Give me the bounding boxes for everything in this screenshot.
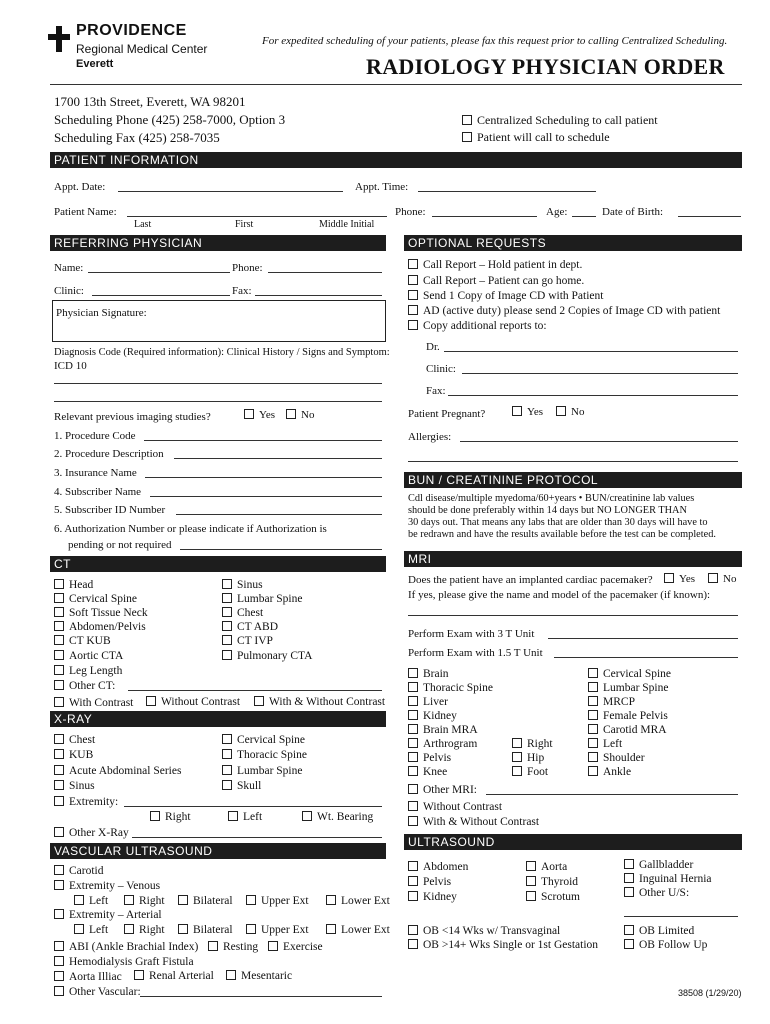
appt-time-field[interactable] — [418, 191, 596, 192]
xray-wt-bearing[interactable]: Wt. Bearing — [302, 810, 373, 824]
xray-extremity-field[interactable] — [124, 806, 382, 807]
dob-field[interactable] — [678, 216, 741, 217]
bun-line-2: should be done preferably within 14 days but NO LONGER THAN — [408, 505, 687, 516]
pacemaker-no[interactable]: No — [708, 572, 736, 586]
vasc-abi[interactable]: ABI (Ankle Brachial Index) — [54, 940, 198, 954]
checkbox[interactable] — [208, 941, 218, 951]
checkbox[interactable] — [54, 665, 64, 675]
ref-phone-label: Phone: — [232, 262, 263, 274]
xray-other-field[interactable] — [132, 837, 382, 838]
ref-name-field[interactable] — [88, 272, 230, 273]
checkbox[interactable] — [588, 710, 598, 720]
xray-item[interactable]: Lumbar Spine — [222, 764, 302, 778]
diagnosis-line-2[interactable] — [54, 401, 382, 402]
mri-item[interactable]: MRCP — [588, 695, 635, 709]
checkbox[interactable] — [408, 891, 418, 901]
mri-header: MRI — [404, 551, 742, 567]
ct-other[interactable]: Other CT: — [54, 679, 115, 693]
copy-fax-label: Fax: — [426, 385, 446, 397]
checkbox[interactable] — [268, 941, 278, 951]
vasc-carotid[interactable]: Carotid — [54, 864, 104, 878]
checkbox[interactable] — [222, 593, 232, 603]
mri-item[interactable]: Ankle — [588, 765, 631, 779]
subscriber-id-field[interactable] — [176, 514, 382, 515]
optional-item[interactable]: AD (active duty) please send 2 Copies of Image CD with patient — [408, 304, 720, 318]
checkbox[interactable] — [588, 766, 598, 776]
checkbox[interactable] — [54, 635, 64, 645]
referring-physician-header: REFERRING PHYSICIAN — [50, 235, 386, 251]
us-item[interactable]: Scrotum — [526, 890, 580, 904]
copy-clinic-label: Clinic: — [426, 363, 456, 375]
pregnant-no[interactable]: No — [556, 405, 584, 419]
ref-clinic-label: Clinic: — [54, 285, 84, 297]
checkbox[interactable] — [54, 909, 64, 919]
checkbox[interactable] — [54, 579, 64, 589]
checkbox[interactable] — [588, 696, 598, 706]
checkbox[interactable] — [526, 861, 536, 871]
auth-label-2: pending or not required — [68, 539, 172, 551]
ct-with-contrast[interactable]: With Contrast — [54, 696, 133, 710]
mri-item[interactable]: Left — [588, 737, 622, 751]
copy-fax-field[interactable] — [448, 395, 738, 396]
ob-follow-up[interactable]: OB Follow Up — [624, 938, 707, 952]
procedure-code-field[interactable] — [144, 440, 382, 441]
checkbox[interactable] — [512, 752, 522, 762]
checkbox[interactable] — [326, 895, 336, 905]
ct-item[interactable]: Chest — [222, 606, 263, 620]
middle-label: Middle Initial — [319, 219, 375, 230]
checkbox[interactable] — [222, 607, 232, 617]
patient-name-label: Patient Name: — [54, 206, 117, 218]
signature-label: Physician Signature: — [56, 307, 147, 319]
checkbox[interactable] — [54, 650, 64, 660]
checkbox[interactable] — [408, 784, 418, 794]
checkbox[interactable] — [664, 573, 674, 583]
option-call[interactable]: Centralized Scheduling to call patient — [462, 113, 658, 127]
mri-other[interactable]: Other MRI: — [408, 783, 477, 797]
phone-field[interactable] — [432, 216, 537, 217]
exam-3t-field[interactable] — [548, 638, 738, 639]
mri-item[interactable]: Kidney — [408, 709, 457, 723]
vasc-arterial-upper[interactable]: Upper Ext — [246, 923, 309, 937]
checkbox[interactable] — [150, 811, 160, 821]
subscriber-id-label: 5. Subscriber ID Number — [54, 504, 166, 516]
checkbox[interactable] — [408, 290, 418, 300]
checkbox[interactable] — [222, 650, 232, 660]
checkbox[interactable] — [222, 749, 232, 759]
checkbox[interactable] — [246, 895, 256, 905]
insurance-field[interactable] — [145, 477, 382, 478]
ct-item[interactable]: Soft Tissue Neck — [54, 606, 148, 620]
checkbox[interactable] — [146, 696, 156, 706]
ct-item[interactable]: Abdomen/Pelvis — [54, 620, 146, 634]
checkbox[interactable] — [54, 880, 64, 890]
checkbox[interactable] — [74, 895, 84, 905]
optional-requests-header: OPTIONAL REQUESTS — [404, 235, 742, 251]
checkbox[interactable] — [408, 320, 418, 330]
ct-item[interactable]: Aortic CTA — [54, 649, 123, 663]
xray-extremity[interactable]: Extremity: — [54, 795, 118, 809]
exam-15t-label: Perform Exam with 1.5 T Unit — [408, 647, 543, 659]
ct-item[interactable]: CT ABD — [222, 620, 278, 634]
ct-item[interactable]: Leg Length — [54, 664, 122, 678]
checkbox[interactable] — [124, 924, 134, 934]
fax-note: For expedited scheduling of your patients, please fax this request prior to calling Centralized Scheduling. — [262, 35, 728, 47]
checkbox[interactable] — [226, 970, 236, 980]
mri-item[interactable]: Brain — [408, 667, 449, 681]
us-item[interactable]: Kidney — [408, 890, 457, 904]
xray-item[interactable]: Cervical Spine — [222, 733, 305, 747]
vasc-other[interactable]: Other Vascular: — [54, 985, 141, 999]
bun-line-1: Cdl disease/multiple myedoma/60+years • BUN/creatinine lab values — [408, 493, 695, 504]
checkbox[interactable] — [54, 680, 64, 690]
checkbox[interactable] — [408, 259, 418, 269]
mri-item[interactable]: Lumbar Spine — [588, 681, 668, 695]
bun-creatinine-header: BUN / CREATININE PROTOCOL — [404, 472, 742, 488]
mri-item[interactable]: Brain MRA — [408, 723, 478, 737]
allergies-field-2[interactable] — [408, 461, 738, 462]
ct-item[interactable]: Sinus — [222, 578, 263, 592]
checkbox[interactable] — [588, 738, 598, 748]
optional-item[interactable]: Send 1 Copy of Image CD with Patient — [408, 289, 603, 303]
checkbox[interactable] — [408, 682, 418, 692]
checkbox[interactable] — [222, 734, 232, 744]
xray-item[interactable]: Sinus — [54, 779, 95, 793]
vasc-venous-right[interactable]: Right — [124, 894, 165, 908]
mri-item[interactable]: Right — [512, 737, 553, 751]
optional-item[interactable]: Call Report – Patient can go home. — [408, 274, 584, 288]
vasc-ext-arterial[interactable]: Extremity – Arterial — [54, 908, 162, 922]
xray-other[interactable]: Other X-Ray — [54, 826, 129, 840]
vasc-mesenteric[interactable]: Mesentaric — [226, 969, 292, 983]
xray-item[interactable]: Thoracic Spine — [222, 748, 307, 762]
checkbox[interactable] — [526, 891, 536, 901]
pacemaker-label: Does the patient have an implanted cardiac pacemaker? — [408, 574, 653, 586]
mri-item[interactable]: Carotid MRA — [588, 723, 667, 737]
ct-item[interactable]: Lumbar Spine — [222, 592, 302, 606]
copy-dr-field[interactable] — [444, 351, 738, 352]
checkbox[interactable] — [54, 971, 64, 981]
ob-over-14[interactable]: OB >14+ Wks Single or 1st Gestation — [408, 938, 598, 952]
xray-left[interactable]: Left — [228, 810, 262, 824]
phone-label: Phone: — [395, 206, 426, 218]
age-field[interactable] — [572, 216, 596, 217]
mri-item[interactable]: Shoulder — [588, 751, 645, 765]
mri-without-contrast[interactable]: Without Contrast — [408, 800, 502, 814]
mri-item[interactable]: Knee — [408, 765, 447, 779]
checkbox[interactable] — [74, 924, 84, 934]
us-item[interactable]: Thyroid — [526, 875, 578, 889]
optional-item[interactable]: Call Report – Hold patient in dept. — [408, 258, 582, 272]
checkbox[interactable] — [408, 801, 418, 811]
ct-other-field[interactable] — [128, 690, 382, 691]
mri-item[interactable]: Arthrogram — [408, 737, 477, 751]
checkbox[interactable] — [408, 305, 418, 315]
prev-imaging: Relevant previous imaging studies? — [54, 411, 211, 423]
checkbox[interactable] — [228, 811, 238, 821]
vasc-arterial-lower[interactable]: Lower Ext — [326, 923, 390, 937]
checkbox[interactable] — [624, 939, 634, 949]
cross-icon — [48, 26, 70, 52]
ct-item[interactable]: Pulmonary CTA — [222, 649, 312, 663]
vasc-ext-venous[interactable]: Extremity – Venous — [54, 879, 160, 893]
subscriber-label: 4. Subscriber Name — [54, 486, 142, 498]
checkbox[interactable] — [54, 765, 64, 775]
xray-item[interactable]: Skull — [222, 779, 261, 793]
ob-under-14[interactable]: OB <14 Wks w/ Transvaginal — [408, 924, 560, 938]
checkbox[interactable] — [588, 724, 598, 734]
checkbox[interactable] — [286, 409, 296, 419]
checkbox[interactable] — [222, 765, 232, 775]
ct-item[interactable]: CT KUB — [54, 634, 111, 648]
vasc-exercise[interactable]: Exercise — [268, 940, 323, 954]
us-other-field[interactable] — [624, 916, 738, 917]
ref-clinic-field[interactable] — [92, 295, 230, 296]
checkbox[interactable] — [54, 796, 64, 806]
checkbox[interactable] — [408, 861, 418, 871]
vascular-ultrasound-header: VASCULAR ULTRASOUND — [50, 843, 386, 859]
ct-with-without-contrast[interactable]: With & Without Contrast — [254, 695, 385, 709]
mri-with-without-contrast[interactable]: With & Without Contrast — [408, 815, 539, 829]
us-item[interactable]: Abdomen — [408, 860, 468, 874]
address: 1700 13th Street, Everett, WA 98201 — [54, 94, 246, 109]
exam-15t-field[interactable] — [554, 657, 738, 658]
xray-item[interactable]: KUB — [54, 748, 93, 762]
optional-item[interactable]: Copy additional reports to: — [408, 319, 547, 333]
checkbox[interactable] — [462, 115, 472, 125]
us-item[interactable]: Gallbladder — [624, 858, 693, 872]
pacemaker-yes[interactable]: Yes — [664, 572, 695, 586]
vasc-resting[interactable]: Resting — [208, 940, 258, 954]
us-item[interactable]: Aorta — [526, 860, 567, 874]
checkbox[interactable] — [556, 406, 566, 416]
checkbox[interactable] — [54, 607, 64, 617]
ref-fax-label: Fax: — [232, 285, 252, 297]
patient-info-header: PATIENT INFORMATION — [50, 152, 742, 168]
vasc-venous-lower[interactable]: Lower Ext — [326, 894, 390, 908]
checkbox[interactable] — [624, 859, 634, 869]
vasc-other-field[interactable] — [140, 996, 382, 997]
pregnant-label: Patient Pregnant? — [408, 408, 486, 420]
copy-dr-label: Dr. — [426, 341, 440, 353]
dob-label: Date of Birth: — [602, 206, 664, 218]
subscriber-field[interactable] — [150, 496, 382, 497]
checkbox[interactable] — [134, 970, 144, 980]
icd-label: ICD 10 — [54, 360, 87, 372]
vasc-arterial-right[interactable]: Right — [124, 923, 165, 937]
checkbox[interactable] — [222, 579, 232, 589]
checkbox[interactable] — [408, 710, 418, 720]
fax-line: Scheduling Fax (425) 258-7035 — [54, 130, 220, 145]
vasc-aorta-illiac[interactable]: Aorta Illiac — [54, 970, 122, 984]
ct-header: CT — [50, 556, 386, 572]
form-code: 38508 (1/29/20) — [678, 988, 742, 998]
xray-item[interactable]: Acute Abdominal Series — [54, 764, 181, 778]
prev-yes[interactable]: Yes — [244, 408, 275, 422]
first-label: First — [235, 219, 254, 230]
vasc-arterial-bilateral[interactable]: Bilateral — [178, 923, 233, 937]
ct-item[interactable]: Cervical Spine — [54, 592, 137, 606]
vasc-venous-upper[interactable]: Upper Ext — [246, 894, 309, 908]
xray-item[interactable]: Chest — [54, 733, 95, 747]
vasc-hemodialysis[interactable]: Hemodialysis Graft Fistula — [54, 955, 194, 969]
checkbox[interactable] — [408, 816, 418, 826]
diagnosis-line-1[interactable] — [54, 383, 382, 384]
checkbox[interactable] — [222, 780, 232, 790]
xray-header: X-RAY — [50, 711, 386, 727]
checkbox[interactable] — [178, 924, 188, 934]
ref-name-label: Name: — [54, 262, 84, 274]
ref-phone-field[interactable] — [268, 272, 382, 273]
checkbox[interactable] — [178, 895, 188, 905]
checkbox[interactable] — [54, 734, 64, 744]
procedure-code-label: 1. Procedure Code — [54, 430, 136, 442]
us-item[interactable]: Other U/S: — [624, 886, 689, 900]
checkbox[interactable] — [408, 876, 418, 886]
ct-without-contrast[interactable]: Without Contrast — [146, 695, 240, 709]
prev-no[interactable]: No — [286, 408, 314, 422]
allergies-field[interactable] — [460, 441, 738, 442]
checkbox[interactable] — [222, 635, 232, 645]
mri-item[interactable]: Pelvis — [408, 751, 451, 765]
checkbox[interactable] — [462, 132, 472, 142]
age-label: Age: — [546, 206, 568, 218]
checkbox[interactable] — [54, 941, 64, 951]
ct-item[interactable]: CT IVP — [222, 634, 273, 648]
checkbox[interactable] — [588, 752, 598, 762]
vasc-arterial-left[interactable]: Left — [74, 923, 108, 937]
xray-right[interactable]: Right — [150, 810, 191, 824]
checkbox[interactable] — [526, 876, 536, 886]
checkbox[interactable] — [512, 766, 522, 776]
pregnant-yes[interactable]: Yes — [512, 405, 543, 419]
copy-clinic-field[interactable] — [462, 373, 738, 374]
procedure-desc-field[interactable] — [174, 458, 382, 459]
checkbox[interactable] — [408, 275, 418, 285]
checkbox[interactable] — [246, 924, 256, 934]
checkbox[interactable] — [624, 887, 634, 897]
mri-item[interactable]: Thoracic Spine — [408, 681, 493, 695]
checkbox[interactable] — [54, 986, 64, 996]
diagnosis-label: Diagnosis Code (Required information): Clinical History / Signs and Symptom: — [54, 347, 390, 358]
checkbox[interactable] — [54, 697, 64, 707]
checkbox[interactable] — [408, 696, 418, 706]
ultrasound-header: ULTRASOUND — [404, 834, 742, 850]
checkbox[interactable] — [54, 621, 64, 631]
checkbox[interactable] — [408, 925, 418, 935]
checkbox[interactable] — [408, 724, 418, 734]
checkbox[interactable] — [708, 573, 718, 583]
page-title: RADIOLOGY PHYSICIAN ORDER — [366, 54, 725, 79]
appt-date-field[interactable] — [118, 191, 343, 192]
vasc-venous-left[interactable]: Left — [74, 894, 108, 908]
procedure-desc-label: 2. Procedure Description — [54, 448, 164, 460]
us-item[interactable]: Pelvis — [408, 875, 451, 889]
checkbox[interactable] — [54, 956, 64, 966]
checkbox[interactable] — [624, 873, 634, 883]
ref-fax-field[interactable] — [255, 295, 382, 296]
checkbox[interactable] — [222, 621, 232, 631]
allergies-label: Allergies: — [408, 431, 452, 443]
checkbox[interactable] — [326, 924, 336, 934]
exam-3t-label: Perform Exam with 3 T Unit — [408, 628, 535, 640]
bun-line-3: 30 days out. That means any labs that are older than 30 days will have to — [408, 517, 708, 528]
auth-label-1: 6. Authorization Number or please indicate if Authorization is — [54, 523, 327, 535]
checkbox[interactable] — [408, 766, 418, 776]
insurance-label: 3. Insurance Name — [54, 467, 137, 479]
checkbox[interactable] — [302, 811, 312, 821]
checkbox[interactable] — [54, 749, 64, 759]
checkbox[interactable] — [254, 696, 264, 706]
checkbox[interactable] — [54, 780, 64, 790]
vasc-renal-arterial[interactable]: Renal Arterial — [134, 969, 214, 983]
ob-limited[interactable]: OB Limited — [624, 924, 694, 938]
appt-time-label: Appt. Time: — [355, 181, 409, 193]
auth-field[interactable] — [180, 549, 382, 550]
mri-other-field[interactable] — [486, 794, 738, 795]
mri-item[interactable]: Foot — [512, 765, 548, 779]
appt-date-label: Appt. Date: — [54, 181, 106, 193]
checkbox[interactable] — [408, 738, 418, 748]
patient-name-field[interactable] — [127, 216, 387, 217]
option-patient-call[interactable]: Patient will call to schedule — [462, 130, 610, 144]
us-item[interactable]: Inguinal Hernia — [624, 872, 712, 886]
checkbox[interactable] — [54, 865, 64, 875]
checkbox[interactable] — [588, 668, 598, 678]
mri-item[interactable]: Female Pelvis — [588, 709, 668, 723]
checkbox[interactable] — [624, 925, 634, 935]
checkbox[interactable] — [54, 827, 64, 837]
checkbox[interactable] — [124, 895, 134, 905]
checkbox[interactable] — [588, 682, 598, 692]
pacemaker-model-label: If yes, please give the name and model of the pacemaker (if known): — [408, 589, 711, 601]
checkbox[interactable] — [512, 406, 522, 416]
ct-item[interactable]: Head — [54, 578, 93, 592]
checkbox[interactable] — [408, 939, 418, 949]
mri-item[interactable]: Cervical Spine — [588, 667, 671, 681]
checkbox[interactable] — [244, 409, 254, 419]
checkbox[interactable] — [408, 752, 418, 762]
logo-sub2: Everett — [76, 58, 114, 70]
mri-item[interactable]: Hip — [512, 751, 544, 765]
logo-sub1: Regional Medical Center — [76, 42, 208, 56]
pacemaker-model-field[interactable] — [408, 615, 738, 616]
checkbox[interactable] — [54, 593, 64, 603]
checkbox[interactable] — [408, 668, 418, 678]
bun-line-4: be redrawn and have the results available before the test can be completed. — [408, 529, 716, 540]
last-label: Last — [134, 219, 152, 230]
logo-name: PROVIDENCE — [76, 22, 187, 39]
mri-item[interactable]: Liver — [408, 695, 448, 709]
vasc-venous-bilateral[interactable]: Bilateral — [178, 894, 233, 908]
phone-line: Scheduling Phone (425) 258-7000, Option 3 — [54, 112, 286, 127]
checkbox[interactable] — [512, 738, 522, 748]
